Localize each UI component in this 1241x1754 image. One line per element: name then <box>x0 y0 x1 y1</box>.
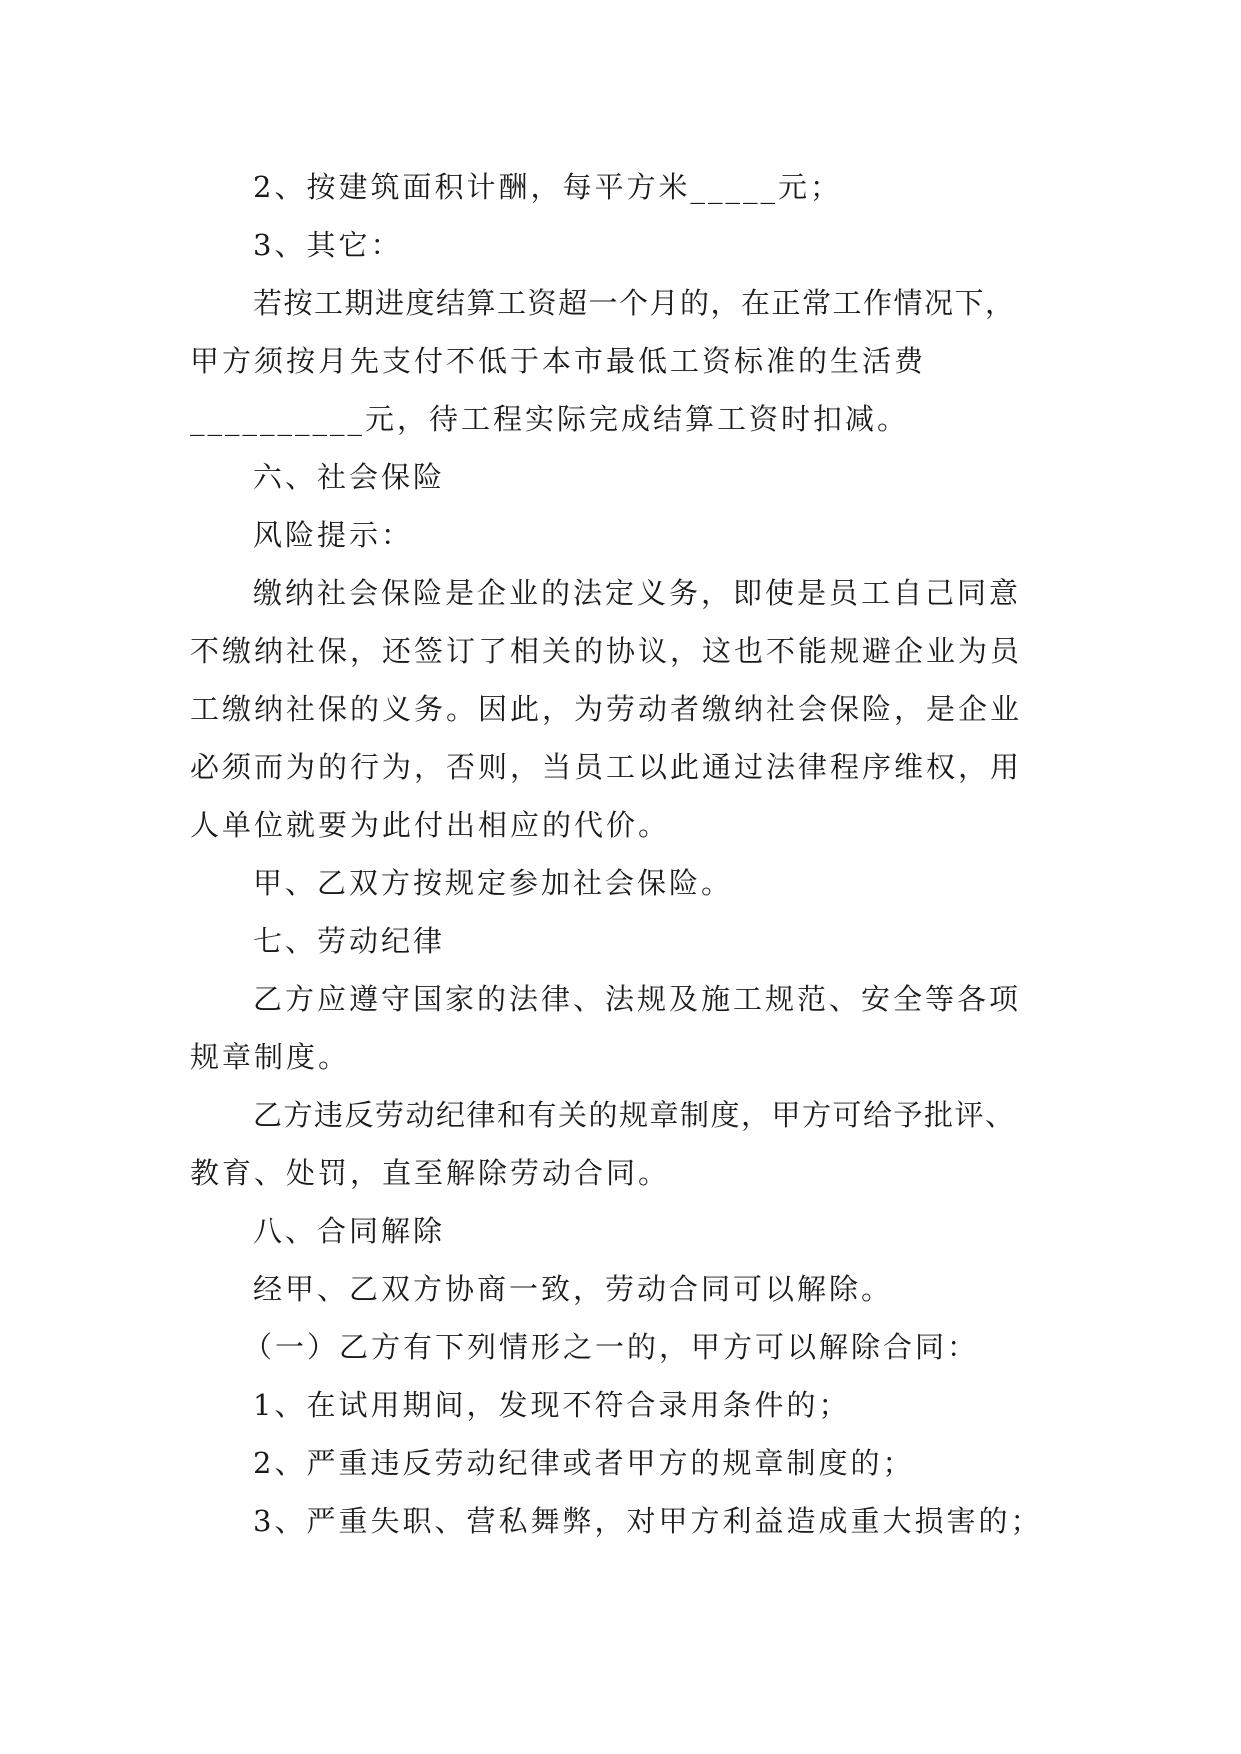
paragraph-line: 甲、乙双方按规定参加社会保险。 <box>253 866 734 900</box>
section-heading: 八、合同解除 <box>253 1214 446 1248</box>
paragraph-line: __________元，待工程实际完成结算工资时扣减。 <box>190 402 910 436</box>
paragraph-line: 必须而为的行为，否则，当员工以此通过法律程序维权，用 <box>190 750 1023 784</box>
paragraph-line: 经甲、乙双方协商一致，劳动合同可以解除。 <box>253 1272 894 1306</box>
paragraph-line: 工缴纳社保的义务。因此，为劳动者缴纳社会保险，是企业 <box>190 692 1023 726</box>
paragraph-line: 教育、处罚，直至解除劳动合同。 <box>190 1156 671 1190</box>
list-item: 1、在试用期间，发现不符合录用条件的； <box>253 1388 851 1422</box>
section-heading: 七、劳动纪律 <box>253 924 446 958</box>
paragraph-line: 若按工期进度结算工资超一个月的，在正常工作情况下， <box>253 286 1016 320</box>
list-item: 2、严重违反劳动纪律或者甲方的规章制度的； <box>253 1446 915 1480</box>
paragraph-line: 乙方应遵守国家的法律、法规及施工规范、安全等各项 <box>253 982 1022 1016</box>
list-item: 3、严重失职、营私舞弊，对甲方利益造成重大损害的； <box>253 1504 1043 1538</box>
paragraph-line: （一）乙方有下列情形之一的，甲方可以解除合同： <box>243 1330 980 1364</box>
paragraph-line: 2、按建筑面积计酬，每平方米_____元； <box>253 170 842 204</box>
paragraph-line: 缴纳社会保险是企业的法定义务，即使是员工自己同意 <box>253 576 1022 610</box>
paragraph-line: 不缴纳社保，还签订了相关的协议，这也不能规避企业为员 <box>190 634 1023 668</box>
section-heading: 六、社会保险 <box>253 460 446 494</box>
paragraph-line: 乙方违反劳动纪律和有关的规章制度，甲方可给予批评、 <box>253 1098 1016 1132</box>
paragraph-line: 3、其它： <box>253 228 403 262</box>
paragraph-line: 甲方须按月先支付不低于本市最低工资标准的生活费 <box>190 344 927 378</box>
paragraph-line: 风险提示： <box>253 518 414 552</box>
paragraph-line: 规章制度。 <box>190 1040 351 1074</box>
paragraph-line: 人单位就要为此付出相应的代价。 <box>190 808 671 842</box>
